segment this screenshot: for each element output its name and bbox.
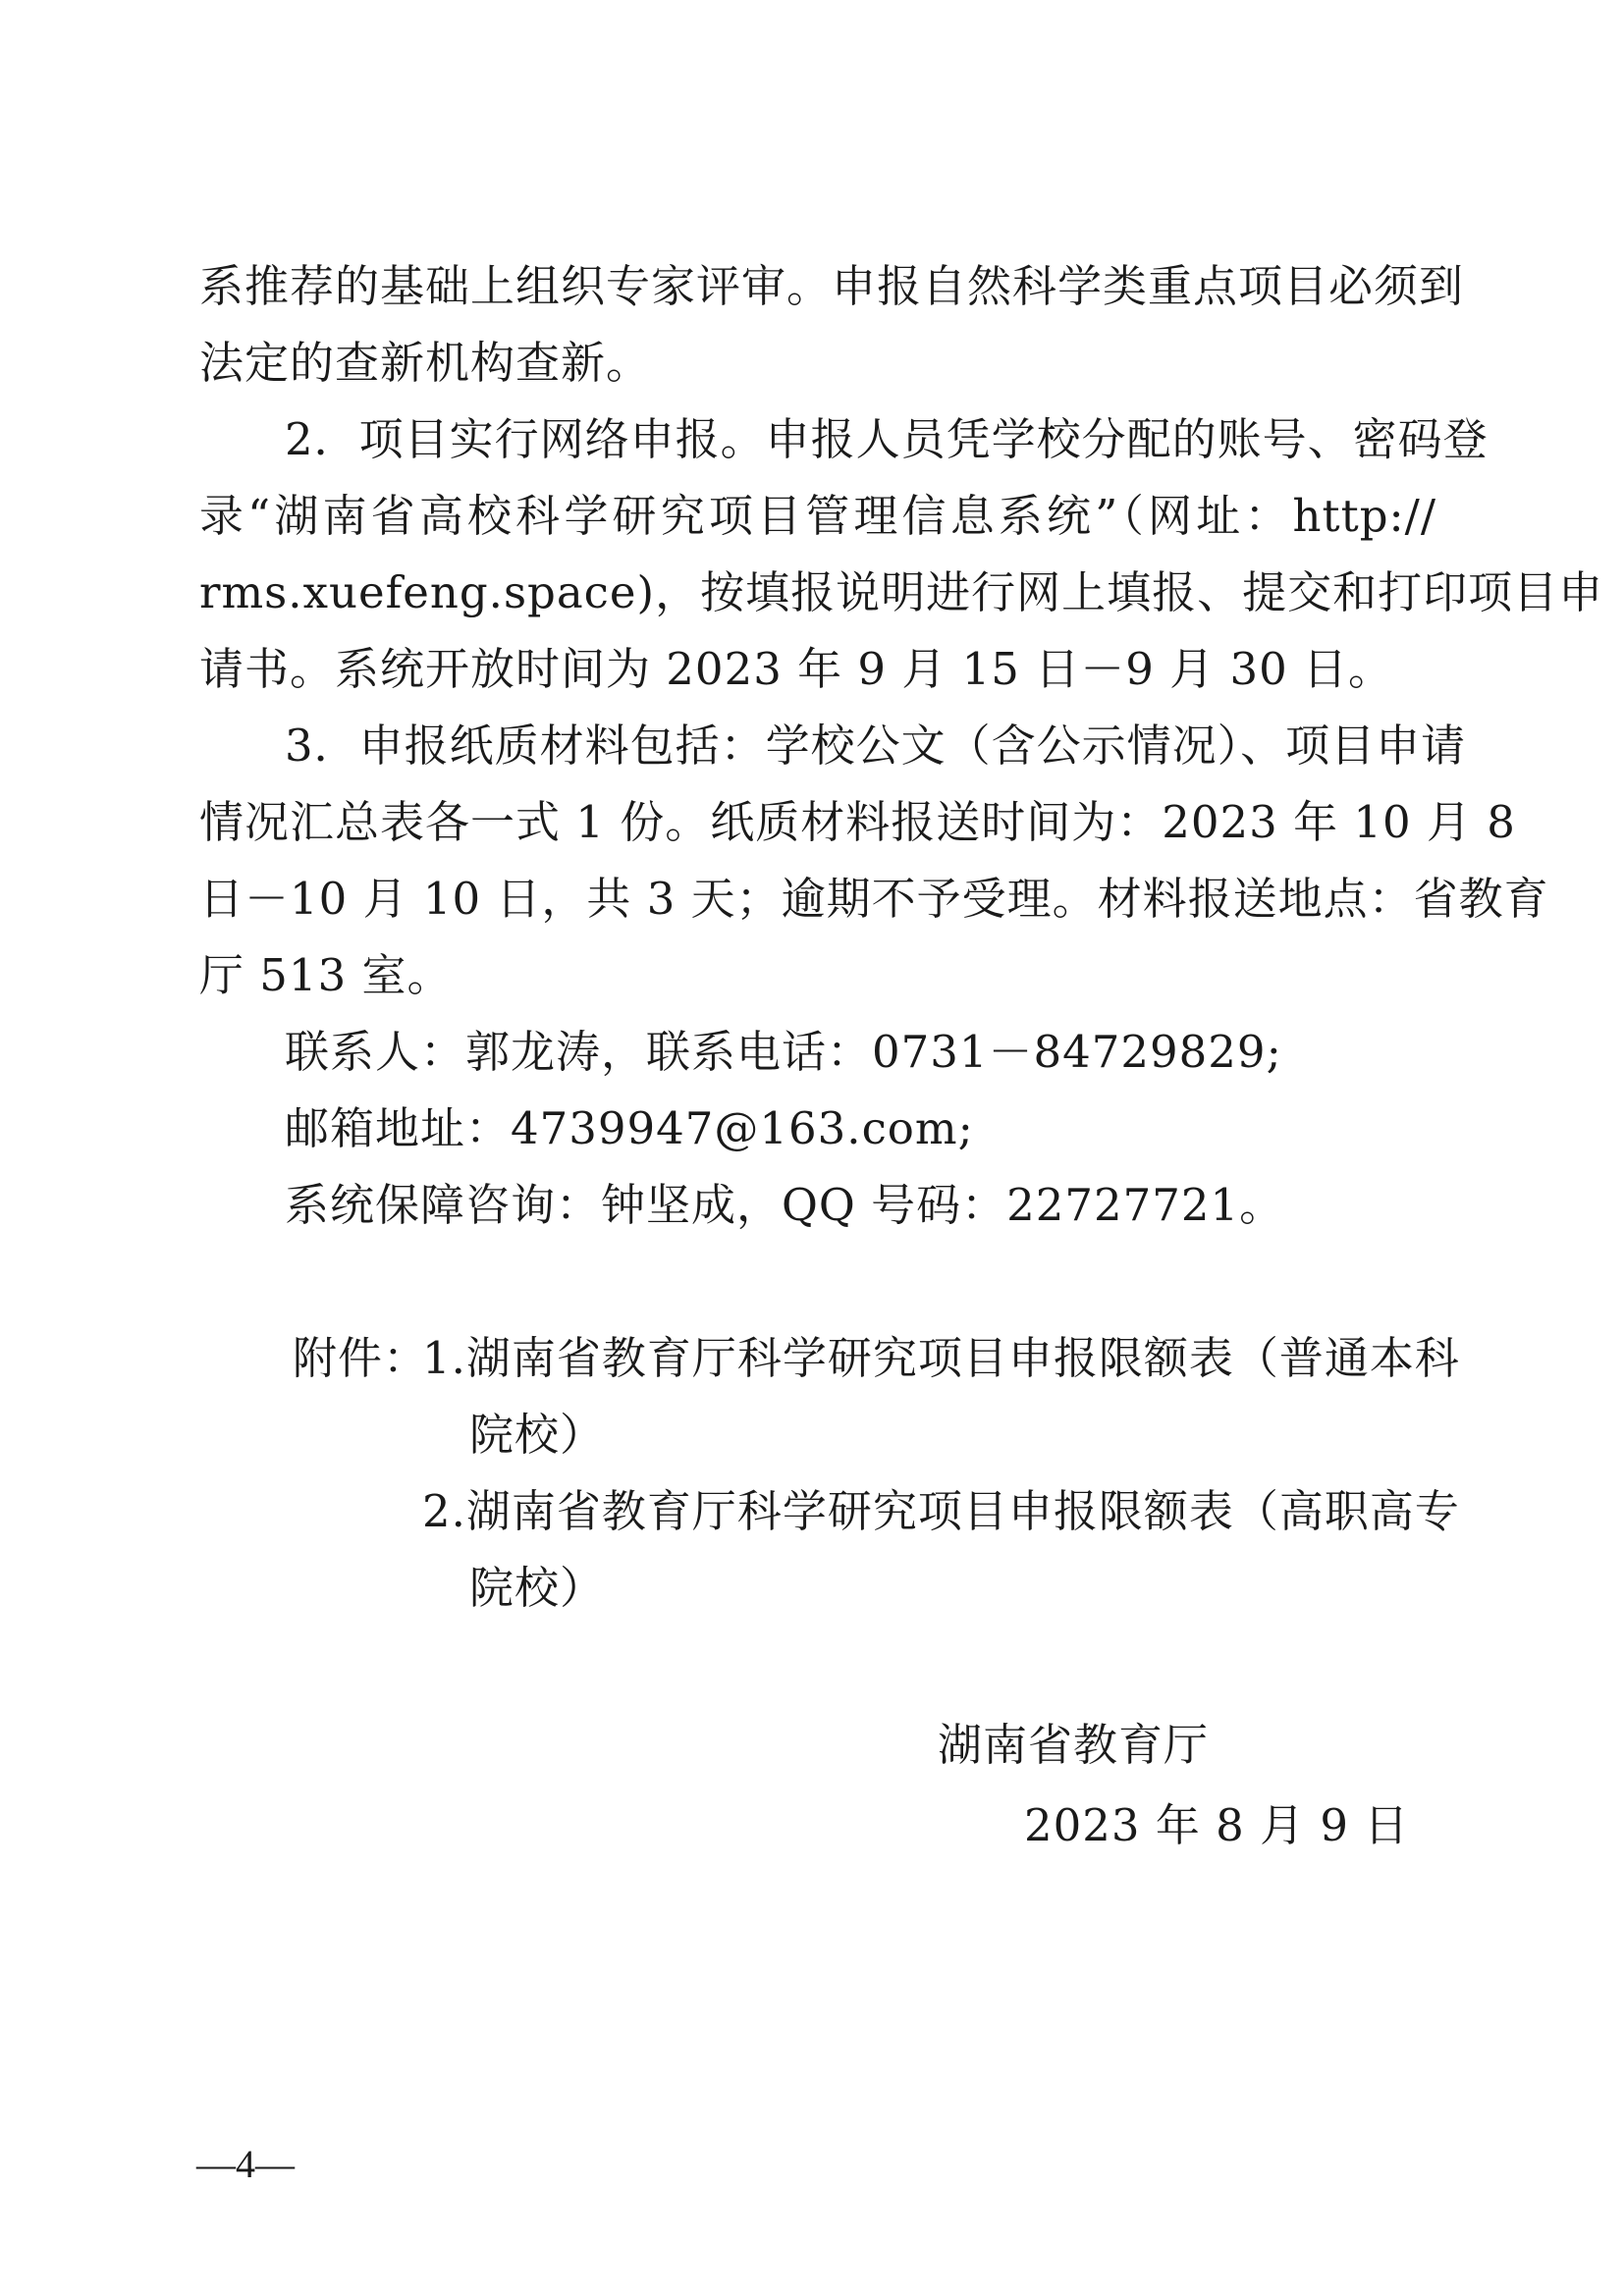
body-para1-line2: 法定的查新机构查新。 [199,337,652,389]
email-line: 邮箱地址：4739947@163.com; [285,1102,974,1154]
attachment-item-1: 1.湖南省教育厅科学研究项目申报限额表（普通本科 [422,1332,1460,1384]
attachments-label: 附件： [293,1332,429,1384]
body-para1-line1: 系推荐的基础上组织专家评审。申报自然科学类重点项目必须到 [199,260,1465,312]
page-number: —4— [196,2142,295,2186]
attachment-item-1-cont: 院校） [469,1409,606,1461]
body-para2-line4: 请书。系统开放时间为 2023 年 9 月 15 日－9 月 30 日。 [199,643,1394,695]
attachment-item-2-cont: 院校） [469,1562,606,1614]
body-para3-line2: 情况汇总表各一式 1 份。纸质材料报送时间为：2023 年 10 月 8 [199,796,1516,848]
body-para2-line1: 2．项目实行网络申报。申报人员凭学校分配的账号、密码登 [285,413,1489,465]
body-para3-line4: 厅 513 室。 [199,949,453,1001]
signature-date: 2023 年 8 月 9 日 [1024,1799,1410,1851]
signature-org: 湖南省教育厅 [938,1719,1210,1771]
contact-line: 联系人：郭龙涛，联系电话：0731－84729829; [285,1026,1282,1078]
body-para3-line1: 3．申报纸质材料包括：学校公文（含公示情况）、项目申请 [285,720,1467,772]
body-para3-line3: 日－10 月 10 日，共 3 天；逾期不予受理。材料报送地点：省教育 [199,873,1549,925]
body-para2-line2: 录“湖南省高校科学研究项目管理信息系统”（网址：http:// [199,490,1436,542]
body-para2-line3: rms.xuefeng.space)，按填报说明进行网上填报、提交和打印项目申 [199,566,1604,618]
support-line: 系统保障咨询：钟坚成，QQ 号码：22727721。 [285,1179,1285,1231]
attachment-item-2: 2.湖南省教育厅科学研究项目申报限额表（高职高专 [422,1485,1460,1537]
